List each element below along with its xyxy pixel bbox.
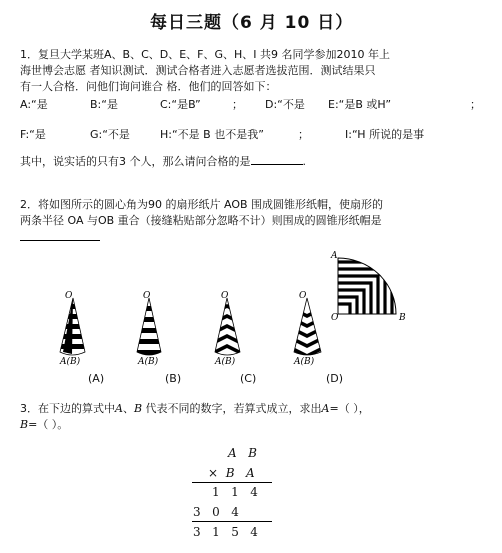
q1-answer-d: D:“不是 xyxy=(265,98,305,111)
digit: 4 xyxy=(250,485,258,499)
cone-base-label: A(B) xyxy=(215,357,236,367)
divider-line xyxy=(192,521,272,522)
sector-label-b: B xyxy=(399,313,406,323)
arith-row-4 xyxy=(193,505,239,519)
page-title: 每日三题（6 月 10 日） xyxy=(150,13,354,33)
digit: B xyxy=(225,466,235,480)
q3-text: 代表不同的数字，若算式成立，求出 xyxy=(142,402,322,415)
q1-semicolon: ； xyxy=(298,128,309,141)
cone-apex-label: O xyxy=(221,291,229,301)
q3-var-a: A xyxy=(321,402,330,415)
q1-answer-f: F:“是 xyxy=(20,128,46,141)
cone-base-label: A(B) xyxy=(138,357,159,367)
digit: 1 xyxy=(231,485,239,499)
arith-row-2 xyxy=(208,466,255,480)
cone-base-label: A(B) xyxy=(294,357,315,367)
q1-answer-g: G:“不是 xyxy=(90,128,130,141)
q1-answer-b: B:“是 xyxy=(90,98,118,111)
cone-apex-label: O xyxy=(143,291,151,301)
q2-line-1: 2．将如图所示的圆心角为90 的扇形纸片 AOB 围成圆锥形纸帽，使扇形的 xyxy=(20,198,384,211)
digit: 4 xyxy=(231,505,239,519)
cone-option-c xyxy=(203,290,253,370)
q1-line-2: 海世博会志愿 者知识测试．测试合格者进入志愿者选拔范围．测试结果只 xyxy=(20,64,376,77)
arith-row-5 xyxy=(193,525,258,539)
q3-var-a: A xyxy=(115,402,123,415)
digit: 1 xyxy=(212,525,220,539)
q3-text: =（ ）。 xyxy=(28,418,69,431)
digit: B xyxy=(248,446,257,460)
choice-label-a: (A) xyxy=(88,372,105,385)
arith-row-1 xyxy=(228,446,257,460)
cone-base-label: A(B) xyxy=(60,357,81,367)
cone-option-b xyxy=(127,290,177,370)
q1-answer-i: I:“H 所说的是事 xyxy=(345,128,425,141)
sector-label-o: O xyxy=(331,313,339,323)
answer-blank xyxy=(20,240,100,241)
q1-line-3: 有一人合格．问他们询问谁合 格．他们的回答如下： xyxy=(20,80,277,93)
cone-apex-label: O xyxy=(65,291,73,301)
digit: 1 xyxy=(212,485,220,499)
q3-text: 、 xyxy=(122,402,134,415)
digit: A xyxy=(228,446,237,460)
answer-blank xyxy=(251,153,303,165)
sector-label-a: A xyxy=(331,251,338,261)
q1-answer-e: E:“是B 或H” xyxy=(328,98,392,111)
digit: 5 xyxy=(231,525,239,539)
q3-var-b: B xyxy=(133,402,143,415)
q2-line-2: 两条半径 OA 与OB 重合（接缝粘贴部分忽略不计）则围成的圆锥形纸帽是 xyxy=(20,214,382,227)
q1-question-line xyxy=(20,153,306,169)
q1-line-1: 1．复旦大学某班A、B、C、D、E、F、G、H、I 共9 名同学参加2010 年上 xyxy=(20,48,391,61)
divider-line xyxy=(192,482,272,483)
q3-line-2 xyxy=(20,418,68,432)
q3-var-b: B xyxy=(20,418,29,431)
digit: A xyxy=(245,466,255,480)
q1-answer-c: C:“是B” xyxy=(160,98,201,111)
choice-label-b: (B) xyxy=(165,372,182,385)
digit: 0 xyxy=(212,505,220,519)
cone-option-a xyxy=(55,290,105,370)
digit: 3 xyxy=(193,505,201,519)
q1-answer-h: H:“不是 B 也不是我” xyxy=(160,128,264,141)
cone-apex-label: O xyxy=(299,291,307,301)
digit: 3 xyxy=(193,525,201,539)
q3-text: 3．在下边的算式中 xyxy=(20,402,115,415)
times-sign: × xyxy=(208,466,219,480)
q1-question-text: 其中，说实话的只有3 个人，那么请问合格的是 xyxy=(20,155,251,168)
q3-text: =（ ）， xyxy=(329,402,370,415)
q1-semicolon: ； xyxy=(232,98,243,111)
q3-line-1 xyxy=(20,402,370,416)
q1-answer-a: A:“是 xyxy=(20,98,48,111)
arith-row-3 xyxy=(212,485,258,499)
choice-label-d: (D) xyxy=(326,372,344,385)
q1-period: . xyxy=(302,155,306,168)
sector-figure xyxy=(330,250,420,325)
digit: 4 xyxy=(250,525,258,539)
choice-label-c: (C) xyxy=(240,372,257,385)
cone-option-d xyxy=(283,290,333,370)
q1-semicolon: ； xyxy=(470,98,481,111)
